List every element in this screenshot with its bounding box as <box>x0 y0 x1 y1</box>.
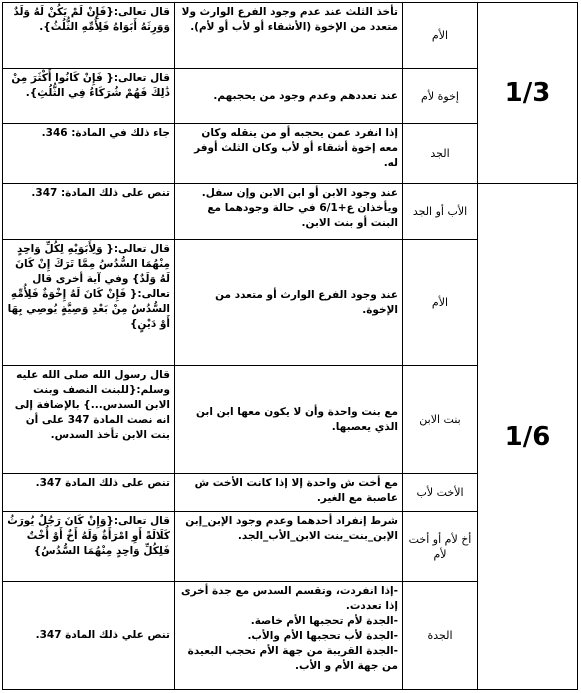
heir-cell: الأب أو الجد <box>403 184 478 240</box>
heir-cell: أخ لأم أو أخت لأم <box>403 512 478 582</box>
condition-cell: تأخذ الثلث عند عدم وجود الفرع الوارث ولا متعدد من الإخوة (الأشقاء أو لأب أو لأم). <box>175 3 403 69</box>
table-row <box>3 3 578 69</box>
evidence-cell: قال تعالى:{فَإِنْ لَمْ يَكُنْ لَهُ وَلَدٌ وَوَرِثَهُ أَبَوَاهُ فَلِأُمِّهِ الثُّلُثُ}. <box>3 3 175 69</box>
heir-cell: الجدة <box>403 582 478 690</box>
evidence-cell: قال تعالى:{ وَلِأَبَوَيْهِ لِكُلِّ وَاحِدٍ مِنْهُمَا السُّدُسُ مِمَّا تَرَكَ إِنْ كَانَ لَهُ وَلَدٌ} وفي آية أخرى قال تعالى:{ فَإِنْ كَانَ لَهُ إِخْوَةٌ فَلِأُمِّهِ السُّدُسُ مِنْ بَعْدِ وَصِيَّةٍ يُوصِي بِهَا أَوْ دَيْنٍ} <box>3 240 175 366</box>
evidence-cell: قال تعالى:{وَإِنْ كَانَ رَجُلٌ يُورَثُ كَلَالَةً أَوِ امْرَأَةٌ وَلَهُ أَخٌ أَوْ أُخْتٌ فَلِكُلِّ وَاحِدٍ مِنْهُمَا السُّدُسُ} <box>3 512 175 582</box>
heir-cell: الجد <box>403 124 478 184</box>
condition-cell: شرط إنفراد أحدهما وعدم وجود الإبن_إبن الإبن_بنت_بنت الابن_الأب_الجد. <box>175 512 403 582</box>
condition-cell: عند وجود الابن أو ابن الابن وإن سفل. ويأخذان ع+6/1 في حالة وجودهما مع البنت أو بنت الابن. <box>175 184 403 240</box>
evidence-cell: جاء ذلك في المادة: 346. <box>3 124 175 184</box>
share-cell: 1/6 <box>478 184 578 690</box>
condition-cell: عند وجود الفرع الوارث أو متعدد من الإخوة. <box>175 240 403 366</box>
inheritance-table <box>2 2 578 690</box>
evidence-cell: قال تعالى:{ فَإِنْ كَانُوا أَكْثَرَ مِنْ ذَٰلِكَ فَهُمْ شُرَكَاءُ فِي الثُّلُثِ}. <box>3 69 175 124</box>
condition-cell: -إذا انفردت، وتقسم السدس مع جدة أخرى إذا تعددت. -الجدة لأم تحجبها الأم خاصة. -الجدة لأب تحجبها الأم والأب. -الجدة القريبة من جهة الأم تحجب البعيدة من جهة الأم و الأب. <box>175 582 403 690</box>
condition-cell: إذا انفرد عمن يحجبه أو من ينقله وكان معه إخوة أشقاء أو لأب وكان الثلث أوفر له. <box>175 124 403 184</box>
heir-cell: إخوة لأم <box>403 69 478 124</box>
heir-cell: بنت الابن <box>403 366 478 474</box>
evidence-cell: تنص على ذلك المادة: 347. <box>3 184 175 240</box>
heir-cell: الأخت لأب <box>403 474 478 512</box>
evidence-cell: قال رسول الله صلى الله عليه وسلم:{للبنت النصف وبنت الابن السدس...} بالإضافة إلى انه نصت المادة 347 على أن بنت الابن تأخذ السدس. <box>3 366 175 474</box>
condition-cell: مع بنت واحدة وأن لا يكون معها ابن ابن الذي يعصبها. <box>175 366 403 474</box>
heir-cell: الأم <box>403 240 478 366</box>
heir-cell: الأم <box>403 3 478 69</box>
condition-cell: عند تعددهم وعدم وجود من يحجبهم. <box>175 69 403 124</box>
table-row <box>3 184 578 240</box>
evidence-cell: تنص على ذلك المادة 347. <box>3 474 175 512</box>
condition-cell: مع أخت ش واحدة إلا إذا كانت الأخت ش عاصبة مع الغير. <box>175 474 403 512</box>
evidence-cell: تنص علي ذلك المادة 347. <box>3 582 175 690</box>
share-cell: 1/3 <box>478 3 578 184</box>
